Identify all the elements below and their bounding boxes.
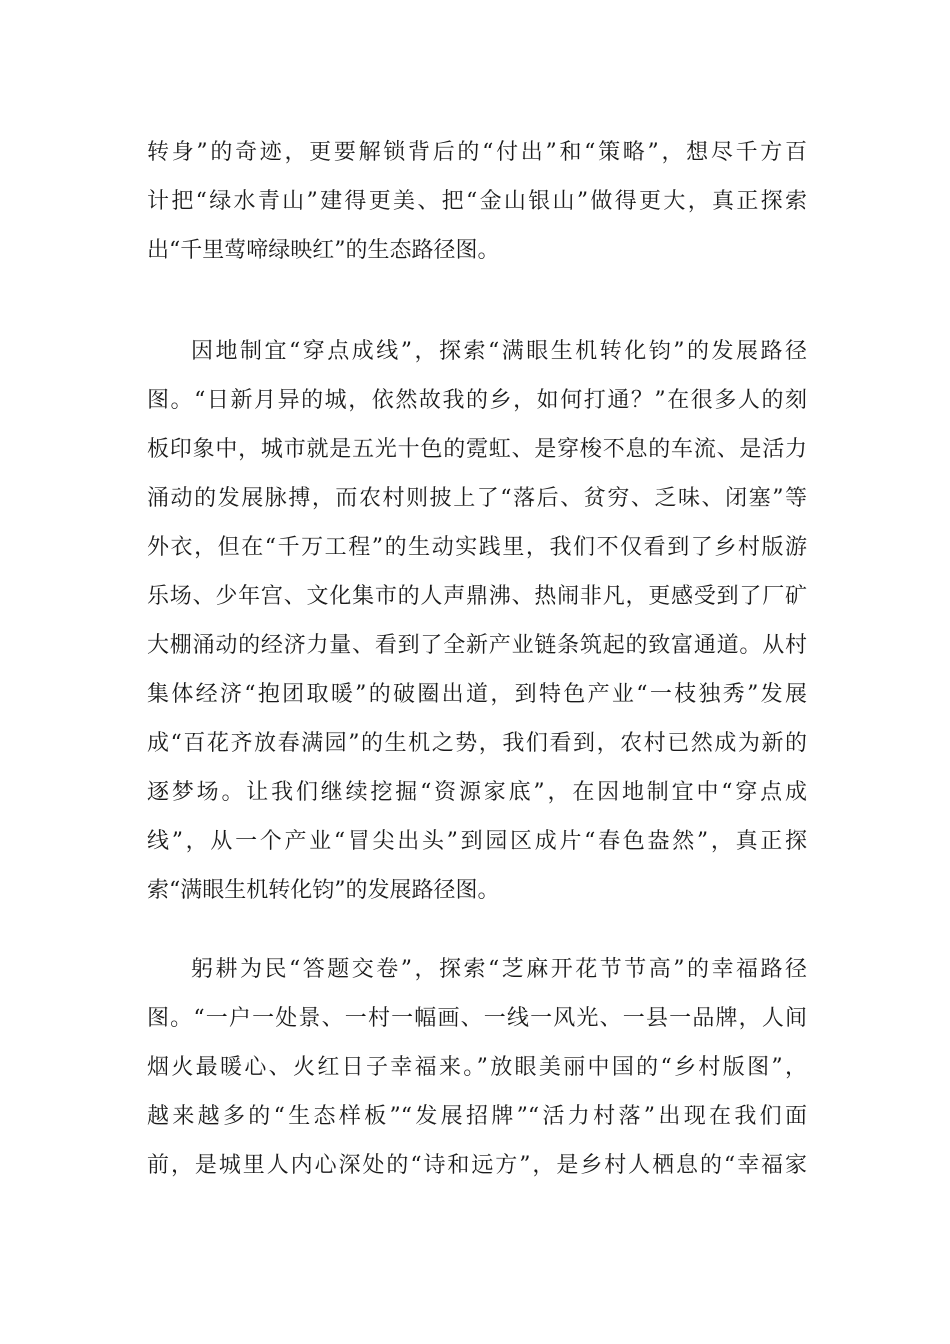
text-line: 板印象中，城市就是五光十色的霓虹、是穿梭不息的车流、是活力 — [147, 437, 807, 462]
paragraph-1 — [147, 128, 807, 275]
text-line: 成“百花齐放春满园”的生机之势，我们看到，农村已然成为新的 — [147, 731, 807, 756]
text-line: 越来越多的“生态样板”“发展招牌”“活力村落”出现在我们面 — [147, 1104, 807, 1129]
paragraph-3 — [147, 945, 807, 1190]
text-line: 乐场、少年宫、文化集市的人声鼎沸、热闹非凡，更感受到了厂矿 — [147, 584, 807, 609]
text-line: 涌动的发展脉搏，而农村则披上了“落后、贫穷、乏味、闭塞”等 — [147, 486, 807, 511]
text-line: 图。“日新月异的城，依然故我的乡，如何打通？”在很多人的刻 — [147, 388, 807, 413]
text-line: 躬耕为民“答题交卷”，探索“芝麻开花节节高”的幸福路径 — [191, 957, 807, 982]
text-line: 计把“绿水青山”建得更美、把“金山银山”做得更大，真正探索 — [147, 189, 807, 214]
paragraph-2 — [147, 327, 807, 915]
text-line: 索“满眼生机转化钧”的发展路径图。 — [147, 878, 500, 903]
text-line: 线”，从一个产业“冒尖出头”到园区成片“春色盎然”，真正探 — [147, 829, 807, 854]
text-line: 大棚涌动的经济力量、看到了全新产业链条筑起的致富通道。从村 — [147, 633, 807, 658]
text-line: 图。“一户一处景、一村一幅画、一线一风光、一县一品牌，人间 — [147, 1006, 807, 1031]
text-line: 集体经济“抱团取暖”的破圈出道，到特色产业“一枝独秀”发展 — [147, 682, 807, 707]
text-line: 外衣，但在“千万工程”的生动实践里，我们不仅看到了乡村版游 — [147, 535, 807, 560]
text-line: 烟火最暖心、火红日子幸福来。”放眼美丽中国的“乡村版图”， — [147, 1055, 807, 1080]
text-line: 逐梦场。让我们继续挖掘“资源家底”，在因地制宜中“穿点成 — [147, 780, 807, 805]
text-line: 转身”的奇迹，更要解锁背后的“付出”和“策略”，想尽千方百 — [147, 140, 807, 165]
text-line: 因地制宜“穿点成线”，探索“满眼生机转化钧”的发展路径 — [191, 339, 807, 364]
text-line: 前，是城里人内心深处的“诗和远方”，是乡村人栖息的“幸福家 — [147, 1153, 807, 1178]
text-line: 出“千里莺啼绿映红”的生态路径图。 — [147, 238, 500, 263]
